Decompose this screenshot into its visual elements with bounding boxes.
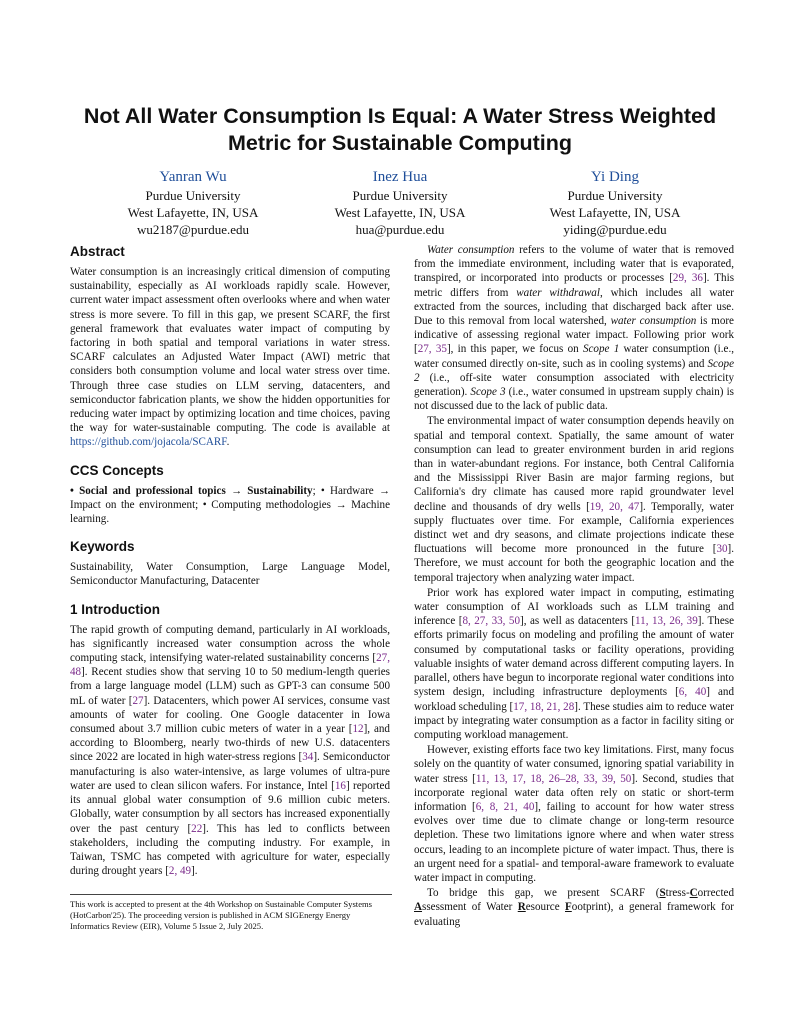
citation-link[interactable]: 27, 35 [417,343,447,356]
author-email: wu2187@purdue.edu [137,222,249,237]
citation-link[interactable]: 30 [716,543,728,556]
citation-link[interactable]: 16 [334,779,346,792]
author-affiliation: Purdue University [352,188,448,203]
code-link[interactable]: https://github.com/jojacola/SCARF [70,436,227,449]
abstract-heading: Abstract [70,244,125,259]
abstract-text: Water consumption is an increasingly critical dimension of computing sustainability, especially as AI workloads rapidly scale. However, current water impact assessment often overlooks where and when water stress is more severe. To fill in this gap, we present SCARF, the first general framework that evaluates water impact of computing by factoring in both spatial and temporal variations in water stress. SCARF calculates an Adjusted Water Impact (AWI) metric that considers both consumption volume and local water stress over time. Through three case studies on LLM serving, datacenters, and semiconductor fabrication plants, we show the hidden opportunities for reducing water impact by optimizing location and time choices, paving the way for water-sustainable computing. The code is available at https://github.com/jojacola/SCARF. [70,266,390,449]
citation-link[interactable]: 19, 20, 47 [589,500,640,513]
ccs-concepts: • Social and professional topics → Sustainability; • Hardware → Impact on the environment; • Computing methodologies → Machine learning. [70,484,390,526]
author-location: West Lafayette, IN, USA [127,205,259,220]
author-name: Yi Ding [591,169,639,185]
author-name: Yanran Wu [159,169,227,185]
author-location: West Lafayette, IN, USA [549,205,681,220]
author-name: Inez Hua [372,169,428,185]
body-paragraph: Water consumption refers to the volume of water that is removed from the immediate environment, including water that is evaporated, transpired, or incorporated into products or processes [29, 36]. This metric differs from water withdrawal, which includes all water extracted from the sources, including that discharged back after use. Due to this removal from local watershed, water consumption is more indicative of assessing regional water impact. Following prior work [27, 35], in this paper, we focus on Scope 1 water consumption (i.e., water consumed directly on-site, such as in cooling systems) and Scope 2 (i.e., off-site water consumption associated with electricity generation). Scope 3 (i.e., water consumed in upstream supply chain) is not discussed due to the lack of public data. [414,244,735,413]
body-paragraph: The environmental impact of water consumption depends heavily on spatial and temporal context. Spatially, the same amount of water consumption can lead to greater environment burden in arid regions than in water-abundant regions. For instance, both Central California and the Mississippi River Basin are major farming regions, but California's dry climate has caused more rapid groundwater level decline and thousands of dry wells [19, 20, 47]. Temporally, water supply fluctuates over time. For example, California experiences distinct wet and dry seasons, and climate projections indicate these fluctuations will become more pronounced in the future [30]. Therefore, we must account for both the geographic location and the temporal trajectory when analyzing water impact. [414,415,734,584]
author-block [505,167,725,238]
intro-heading: 1 Introduction [70,601,160,617]
author-block [83,167,303,238]
citation-link[interactable]: 8, 27, 33, 50 [462,615,521,628]
author-block [290,167,510,238]
citation-link[interactable]: 11, 13, 17, 18, 26–28, 33, 39, 50 [475,772,632,785]
citation-link[interactable]: 29, 36 [672,272,703,285]
citation-link[interactable]: 22 [191,822,203,835]
author-affiliation: Purdue University [145,188,241,203]
citation-link[interactable]: 2, 49 [168,865,192,878]
footnote: This work is accepted to present at the 4th Workshop on Sustainable Computer Systems (HotCarbon'25). The proceeding version is published in ACM SIGEnergy Energy Informatics Review (EIR), Volume 5 Issue 2, July 2025. [70,894,392,932]
intro-paragraph: The rapid growth of computing demand, particularly in AI workloads, has significantly increased water consumption across the whole computing stack, intensifying water-related sustainability concerns [27, 48]. Recent studies show that serving 10 to 50 medium-length queries from a large language model (LLM) such as GPT-3 can consume 500 mL of water [27]. Datacenters, which power AI services, consume vast amounts of water for cooling. One Google datacenter in Iowa consumed about 3.7 million cubic meters of water in a year [12], and according to Bloomberg, nearly two-thirds of new U.S. datacenters since 2022 are located in high water-stress regions [34]. Semiconductor manufacturing is also water-intensive, as large volumes of ultra-pure water are used to clean silicon wafers. For instance, Intel [16] reported its annual global water consumption of 9.6 million cubic meters. Globally, water consumption by all sectors has increased exponentially over the past century [22]. This has led to conflicts between stakeholders, including the computing industry. For example, in Taiwan, TSMC has competed with agriculture for water, especially during drought years [2, 49]. [70,623,390,878]
ccs-heading: CCS Concepts [70,462,164,478]
body-paragraph: Prior work has explored water impact in computing, estimating water consumption of AI workloads such as LLM training and inference [8, 27, 33, 50], as well as datacenters [11, 13, 26, 39]. These efforts primarily focus on modeling and profiling the amount of water consumed by computational tasks or facility operations, providing valuable insights of water demand across different computing layers. In parallel, others have begun to incorporate regional water conditions into system design, including infrastructure deployments [6, 40] and workload scheduling [17, 18, 21, 28]. These studies aim to reduce water impact by integrating water consumption as a factor in facility siting or computing workload management. [414,586,734,741]
body-paragraph: To bridge this gap, we present SCARF (Stress-Corrected Assessment of Water Resource Footprint), a general framework for evaluating [414,887,734,928]
citation-link[interactable]: 11, 13, 26, 39 [635,615,698,628]
citation-link[interactable]: 34 [302,751,314,764]
right-column [414,243,734,930]
body-paragraph: However, existing efforts face two key limitations. First, many focus solely on the quantity of water consumed, ignoring spatial variability in water stress [11, 13, 17, 18, 26–28, 33, 39, 50]. Second, studies that incorporate regional water data often rely on static or short-term information [6, 8, 21, 40], failing to account for how water stress evolves over time due to climate change or long-term resource depletion. These two limitations ignore where and when water stress occurs, leading to an incomplete picture of water impact. Thus, there is an urgent need for a spatial- and temporal-aware framework to evaluate water impact in computing. [414,744,735,884]
author-affiliation: Purdue University [567,188,663,203]
author-email: hua@purdue.edu [355,222,445,237]
citation-link[interactable]: 27, 48 [70,652,390,679]
keywords-heading: Keywords [70,539,135,555]
citation-link[interactable]: 6, 8, 21, 40 [475,800,535,813]
author-location: West Lafayette, IN, USA [334,205,466,220]
left-column [70,243,390,878]
citation-link[interactable]: 17, 18, 21, 28 [513,700,575,713]
citation-link[interactable]: 27 [132,694,144,707]
author-email: yiding@purdue.edu [563,222,667,237]
citation-link[interactable]: 6, 40 [678,686,707,699]
citation-link[interactable]: 12 [352,723,364,736]
keywords-text: Sustainability, Water Consumption, Large Language Model, Semiconductor Manufacturing, Datacenter [70,561,390,588]
paper-title: Not All Water Consumption Is Equal: A Water Stress Weighted Metric for Sustainable Computing [83,104,717,155]
